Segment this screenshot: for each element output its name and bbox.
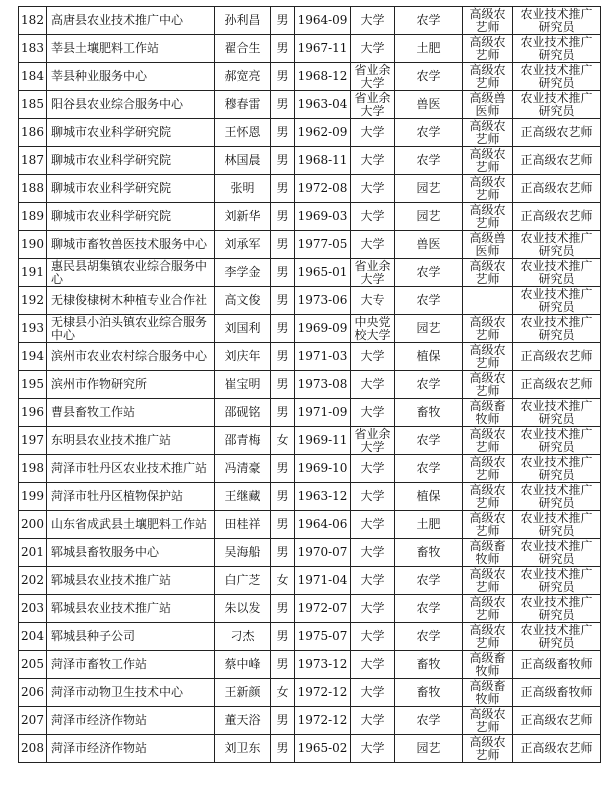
- work-unit-cell: 聊城市畜牧兽医技术服务中心: [47, 231, 215, 259]
- row-number-cell: 192: [19, 287, 47, 315]
- work-unit-cell: 菏泽市动物卫生技术中心: [47, 679, 215, 707]
- gender-cell: 男: [271, 315, 295, 343]
- applied-title-cell: 农业技术推广研究员: [513, 63, 601, 91]
- gender-cell: 男: [271, 343, 295, 371]
- row-number-cell: 182: [19, 7, 47, 35]
- person-name-cell: 翟合生: [215, 35, 271, 63]
- row-number-cell: 198: [19, 455, 47, 483]
- education-cell: 大学: [351, 679, 395, 707]
- education-cell: 省业余大学: [351, 91, 395, 119]
- birth-date-cell: 1972-12: [295, 679, 351, 707]
- birth-date-cell: 1971-04: [295, 567, 351, 595]
- gender-cell: 男: [271, 7, 295, 35]
- gender-cell: 男: [271, 455, 295, 483]
- person-name-cell: 林国晨: [215, 147, 271, 175]
- person-name-cell: 冯清豪: [215, 455, 271, 483]
- applied-title-cell: 农业技术推广研究员: [513, 399, 601, 427]
- row-number-cell: 207: [19, 707, 47, 735]
- birth-date-cell: 1970-07: [295, 539, 351, 567]
- birth-date-cell: 1964-06: [295, 511, 351, 539]
- education-cell: 大学: [351, 343, 395, 371]
- table-row: [19, 231, 601, 259]
- table-row: [19, 203, 601, 231]
- work-unit-cell: 阳谷县农业综合服务中心: [47, 91, 215, 119]
- row-number-cell: 201: [19, 539, 47, 567]
- education-cell: 大学: [351, 735, 395, 763]
- row-number-cell: 190: [19, 231, 47, 259]
- person-name-cell: 李学金: [215, 259, 271, 287]
- current-title-cell: 高级农艺师: [463, 259, 513, 287]
- birth-date-cell: 1972-07: [295, 595, 351, 623]
- row-number-cell: 194: [19, 343, 47, 371]
- education-cell: 大学: [351, 455, 395, 483]
- education-cell: 大学: [351, 511, 395, 539]
- table-row: [19, 595, 601, 623]
- applied-title-cell: 农业技术推广研究员: [513, 287, 601, 315]
- work-unit-cell: 菏泽市牡丹区农业技术推广站: [47, 455, 215, 483]
- applied-title-cell: 正高级畜牧师: [513, 651, 601, 679]
- specialty-cell: 畜牧: [395, 399, 463, 427]
- education-cell: 省业余大学: [351, 427, 395, 455]
- table-row: [19, 651, 601, 679]
- current-title-cell: [463, 287, 513, 315]
- work-unit-cell: 滨州市作物研究所: [47, 371, 215, 399]
- applied-title-cell: 农业技术推广研究员: [513, 623, 601, 651]
- applied-title-cell: 正高级农艺师: [513, 371, 601, 399]
- work-unit-cell: 惠民县胡集镇农业综合服务中心: [47, 259, 215, 287]
- current-title-cell: 高级农艺师: [463, 567, 513, 595]
- education-cell: 中央党校大学: [351, 315, 395, 343]
- gender-cell: 男: [271, 511, 295, 539]
- birth-date-cell: 1971-03: [295, 343, 351, 371]
- education-cell: 省业余大学: [351, 259, 395, 287]
- specialty-cell: 园艺: [395, 735, 463, 763]
- table-row: [19, 567, 601, 595]
- person-name-cell: 刘国利: [215, 315, 271, 343]
- personnel-table-container: [18, 6, 601, 763]
- row-number-cell: 193: [19, 315, 47, 343]
- person-name-cell: 吴海船: [215, 539, 271, 567]
- specialty-cell: 农学: [395, 119, 463, 147]
- row-number-cell: 199: [19, 483, 47, 511]
- specialty-cell: 农学: [395, 7, 463, 35]
- table-row: [19, 623, 601, 651]
- person-name-cell: 白广芝: [215, 567, 271, 595]
- applied-title-cell: 农业技术推广研究员: [513, 455, 601, 483]
- specialty-cell: 畜牧: [395, 679, 463, 707]
- applied-title-cell: 正高级农艺师: [513, 147, 601, 175]
- row-number-cell: 197: [19, 427, 47, 455]
- birth-date-cell: 1973-08: [295, 371, 351, 399]
- table-row: [19, 343, 601, 371]
- work-unit-cell: 无棣县小泊头镇农业综合服务中心: [47, 315, 215, 343]
- specialty-cell: 农学: [395, 595, 463, 623]
- row-number-cell: 204: [19, 623, 47, 651]
- applied-title-cell: 农业技术推广研究员: [513, 427, 601, 455]
- current-title-cell: 高级农艺师: [463, 707, 513, 735]
- table-row: [19, 483, 601, 511]
- work-unit-cell: 郓城县农业技术推广站: [47, 567, 215, 595]
- row-number-cell: 205: [19, 651, 47, 679]
- current-title-cell: 高级农艺师: [463, 595, 513, 623]
- applied-title-cell: 农业技术推广研究员: [513, 259, 601, 287]
- applied-title-cell: 农业技术推广研究员: [513, 539, 601, 567]
- table-row: [19, 315, 601, 343]
- gender-cell: 男: [271, 595, 295, 623]
- person-name-cell: 刘承军: [215, 231, 271, 259]
- birth-date-cell: 1975-07: [295, 623, 351, 651]
- applied-title-cell: 农业技术推广研究员: [513, 595, 601, 623]
- gender-cell: 男: [271, 623, 295, 651]
- applied-title-cell: 农业技术推广研究员: [513, 91, 601, 119]
- work-unit-cell: 聊城市农业科学研究院: [47, 203, 215, 231]
- education-cell: 大学: [351, 231, 395, 259]
- table-row: [19, 259, 601, 287]
- gender-cell: 男: [271, 735, 295, 763]
- current-title-cell: 高级畜牧师: [463, 539, 513, 567]
- person-name-cell: 蔡中峰: [215, 651, 271, 679]
- specialty-cell: 畜牧: [395, 539, 463, 567]
- specialty-cell: 植保: [395, 483, 463, 511]
- work-unit-cell: 郓城县农业技术推广站: [47, 595, 215, 623]
- birth-date-cell: 1973-06: [295, 287, 351, 315]
- person-name-cell: 王继藏: [215, 483, 271, 511]
- work-unit-cell: 莘县土壤肥料工作站: [47, 35, 215, 63]
- current-title-cell: 高级农艺师: [463, 7, 513, 35]
- work-unit-cell: 郓城县种子公司: [47, 623, 215, 651]
- gender-cell: 男: [271, 63, 295, 91]
- specialty-cell: 土肥: [395, 511, 463, 539]
- education-cell: 大学: [351, 175, 395, 203]
- table-row: [19, 427, 601, 455]
- gender-cell: 男: [271, 707, 295, 735]
- applied-title-cell: 正高级畜牧师: [513, 679, 601, 707]
- person-name-cell: 田桂祥: [215, 511, 271, 539]
- work-unit-cell: 菏泽市牡丹区植物保护站: [47, 483, 215, 511]
- birth-date-cell: 1968-12: [295, 63, 351, 91]
- specialty-cell: 园艺: [395, 175, 463, 203]
- table-row: [19, 455, 601, 483]
- current-title-cell: 高级农艺师: [463, 35, 513, 63]
- work-unit-cell: 无棣俊棣树木种植专业合作社: [47, 287, 215, 315]
- specialty-cell: 农学: [395, 455, 463, 483]
- person-name-cell: 崔宝明: [215, 371, 271, 399]
- birth-date-cell: 1962-09: [295, 119, 351, 147]
- table-row: [19, 147, 601, 175]
- row-number-cell: 208: [19, 735, 47, 763]
- applied-title-cell: 农业技术推广研究员: [513, 35, 601, 63]
- table-row: [19, 35, 601, 63]
- gender-cell: 男: [271, 259, 295, 287]
- applied-title-cell: 农业技术推广研究员: [513, 567, 601, 595]
- work-unit-cell: 菏泽市经济作物站: [47, 707, 215, 735]
- specialty-cell: 农学: [395, 707, 463, 735]
- table-row: [19, 7, 601, 35]
- birth-date-cell: 1977-05: [295, 231, 351, 259]
- work-unit-cell: 山东省成武县土壤肥料工作站: [47, 511, 215, 539]
- education-cell: 大学: [351, 399, 395, 427]
- specialty-cell: 农学: [395, 259, 463, 287]
- table-row: [19, 399, 601, 427]
- personnel-table: [18, 6, 601, 763]
- education-cell: 大学: [351, 35, 395, 63]
- applied-title-cell: 农业技术推广研究员: [513, 315, 601, 343]
- current-title-cell: 高级兽医师: [463, 91, 513, 119]
- current-title-cell: 高级农艺师: [463, 147, 513, 175]
- current-title-cell: 高级农艺师: [463, 119, 513, 147]
- gender-cell: 男: [271, 35, 295, 63]
- current-title-cell: 高级农艺师: [463, 623, 513, 651]
- work-unit-cell: 滨州市农业农村综合服务中心: [47, 343, 215, 371]
- birth-date-cell: 1967-11: [295, 35, 351, 63]
- table-row: [19, 371, 601, 399]
- gender-cell: 女: [271, 427, 295, 455]
- work-unit-cell: 菏泽市畜牧工作站: [47, 651, 215, 679]
- current-title-cell: 高级畜牧师: [463, 679, 513, 707]
- work-unit-cell: 聊城市农业科学研究院: [47, 119, 215, 147]
- gender-cell: 男: [271, 175, 295, 203]
- education-cell: 大学: [351, 7, 395, 35]
- birth-date-cell: 1972-08: [295, 175, 351, 203]
- row-number-cell: 187: [19, 147, 47, 175]
- current-title-cell: 高级农艺师: [463, 511, 513, 539]
- work-unit-cell: 东明县农业技术推广站: [47, 427, 215, 455]
- gender-cell: 男: [271, 399, 295, 427]
- row-number-cell: 185: [19, 91, 47, 119]
- row-number-cell: 191: [19, 259, 47, 287]
- row-number-cell: 196: [19, 399, 47, 427]
- current-title-cell: 高级农艺师: [463, 735, 513, 763]
- current-title-cell: 高级农艺师: [463, 455, 513, 483]
- education-cell: 大学: [351, 707, 395, 735]
- work-unit-cell: 聊城市农业科学研究院: [47, 147, 215, 175]
- birth-date-cell: 1969-03: [295, 203, 351, 231]
- birth-date-cell: 1969-10: [295, 455, 351, 483]
- gender-cell: 男: [271, 371, 295, 399]
- row-number-cell: 200: [19, 511, 47, 539]
- birth-date-cell: 1965-02: [295, 735, 351, 763]
- applied-title-cell: 正高级农艺师: [513, 707, 601, 735]
- person-name-cell: 刘新华: [215, 203, 271, 231]
- applied-title-cell: 正高级农艺师: [513, 119, 601, 147]
- current-title-cell: 高级农艺师: [463, 371, 513, 399]
- gender-cell: 男: [271, 651, 295, 679]
- person-name-cell: 穆春雷: [215, 91, 271, 119]
- table-row: [19, 679, 601, 707]
- table-row: [19, 175, 601, 203]
- row-number-cell: 188: [19, 175, 47, 203]
- current-title-cell: 高级兽医师: [463, 231, 513, 259]
- applied-title-cell: 农业技术推广研究员: [513, 511, 601, 539]
- specialty-cell: 农学: [395, 147, 463, 175]
- applied-title-cell: 农业技术推广研究员: [513, 483, 601, 511]
- person-name-cell: 郝宽亮: [215, 63, 271, 91]
- gender-cell: 男: [271, 91, 295, 119]
- specialty-cell: 兽医: [395, 91, 463, 119]
- row-number-cell: 203: [19, 595, 47, 623]
- person-name-cell: 刘卫东: [215, 735, 271, 763]
- person-name-cell: 王新颜: [215, 679, 271, 707]
- table-row: [19, 91, 601, 119]
- person-name-cell: 邵青梅: [215, 427, 271, 455]
- table-body: [19, 7, 601, 763]
- specialty-cell: 兽医: [395, 231, 463, 259]
- person-name-cell: 邵砚铭: [215, 399, 271, 427]
- education-cell: 大学: [351, 539, 395, 567]
- person-name-cell: 王怀恩: [215, 119, 271, 147]
- gender-cell: 男: [271, 231, 295, 259]
- current-title-cell: 高级农艺师: [463, 343, 513, 371]
- table-row: [19, 119, 601, 147]
- birth-date-cell: 1968-11: [295, 147, 351, 175]
- specialty-cell: 农学: [395, 623, 463, 651]
- person-name-cell: 高文俊: [215, 287, 271, 315]
- current-title-cell: 高级农艺师: [463, 483, 513, 511]
- gender-cell: 男: [271, 203, 295, 231]
- education-cell: 大学: [351, 623, 395, 651]
- work-unit-cell: 聊城市农业科学研究院: [47, 175, 215, 203]
- table-row: [19, 511, 601, 539]
- work-unit-cell: 菏泽市经济作物站: [47, 735, 215, 763]
- education-cell: 省业余大学: [351, 63, 395, 91]
- person-name-cell: 董天浴: [215, 707, 271, 735]
- applied-title-cell: 正高级农艺师: [513, 175, 601, 203]
- specialty-cell: 农学: [395, 287, 463, 315]
- applied-title-cell: 农业技术推广研究员: [513, 7, 601, 35]
- education-cell: 大学: [351, 371, 395, 399]
- person-name-cell: 刁杰: [215, 623, 271, 651]
- current-title-cell: 高级农艺师: [463, 203, 513, 231]
- birth-date-cell: 1964-09: [295, 7, 351, 35]
- table-row: [19, 63, 601, 91]
- current-title-cell: 高级农艺师: [463, 63, 513, 91]
- person-name-cell: 孙利昌: [215, 7, 271, 35]
- specialty-cell: 农学: [395, 63, 463, 91]
- applied-title-cell: 正高级农艺师: [513, 343, 601, 371]
- gender-cell: 男: [271, 483, 295, 511]
- education-cell: 大学: [351, 147, 395, 175]
- work-unit-cell: 高唐县农业技术推广中心: [47, 7, 215, 35]
- work-unit-cell: 郓城县畜牧服务中心: [47, 539, 215, 567]
- table-row: [19, 287, 601, 315]
- specialty-cell: 园艺: [395, 203, 463, 231]
- row-number-cell: 189: [19, 203, 47, 231]
- specialty-cell: 植保: [395, 343, 463, 371]
- education-cell: 大学: [351, 203, 395, 231]
- current-title-cell: 高级农艺师: [463, 175, 513, 203]
- specialty-cell: 农学: [395, 567, 463, 595]
- specialty-cell: 园艺: [395, 315, 463, 343]
- birth-date-cell: 1969-11: [295, 427, 351, 455]
- gender-cell: 女: [271, 679, 295, 707]
- education-cell: 大学: [351, 119, 395, 147]
- work-unit-cell: 莘县种业服务中心: [47, 63, 215, 91]
- current-title-cell: 高级畜牧师: [463, 651, 513, 679]
- current-title-cell: 高级畜牧师: [463, 399, 513, 427]
- birth-date-cell: 1963-12: [295, 483, 351, 511]
- table-row: [19, 539, 601, 567]
- row-number-cell: 206: [19, 679, 47, 707]
- row-number-cell: 183: [19, 35, 47, 63]
- birth-date-cell: 1972-12: [295, 707, 351, 735]
- education-cell: 大专: [351, 287, 395, 315]
- row-number-cell: 184: [19, 63, 47, 91]
- gender-cell: 男: [271, 119, 295, 147]
- birth-date-cell: 1971-09: [295, 399, 351, 427]
- person-name-cell: 刘庆年: [215, 343, 271, 371]
- gender-cell: 男: [271, 147, 295, 175]
- row-number-cell: 202: [19, 567, 47, 595]
- birth-date-cell: 1973-12: [295, 651, 351, 679]
- birth-date-cell: 1965-01: [295, 259, 351, 287]
- specialty-cell: 畜牧: [395, 651, 463, 679]
- birth-date-cell: 1969-09: [295, 315, 351, 343]
- applied-title-cell: 农业技术推广研究员: [513, 231, 601, 259]
- gender-cell: 女: [271, 567, 295, 595]
- row-number-cell: 186: [19, 119, 47, 147]
- gender-cell: 男: [271, 539, 295, 567]
- row-number-cell: 195: [19, 371, 47, 399]
- education-cell: 大学: [351, 651, 395, 679]
- specialty-cell: 农学: [395, 371, 463, 399]
- education-cell: 大学: [351, 567, 395, 595]
- education-cell: 大学: [351, 483, 395, 511]
- person-name-cell: 朱以发: [215, 595, 271, 623]
- applied-title-cell: 正高级农艺师: [513, 735, 601, 763]
- current-title-cell: 高级农艺师: [463, 427, 513, 455]
- birth-date-cell: 1963-04: [295, 91, 351, 119]
- gender-cell: 男: [271, 287, 295, 315]
- current-title-cell: 高级农艺师: [463, 315, 513, 343]
- applied-title-cell: 正高级农艺师: [513, 203, 601, 231]
- specialty-cell: 土肥: [395, 35, 463, 63]
- table-row: [19, 735, 601, 763]
- table-row: [19, 707, 601, 735]
- education-cell: 大学: [351, 595, 395, 623]
- work-unit-cell: 曹县畜牧工作站: [47, 399, 215, 427]
- person-name-cell: 张明: [215, 175, 271, 203]
- specialty-cell: 农学: [395, 427, 463, 455]
